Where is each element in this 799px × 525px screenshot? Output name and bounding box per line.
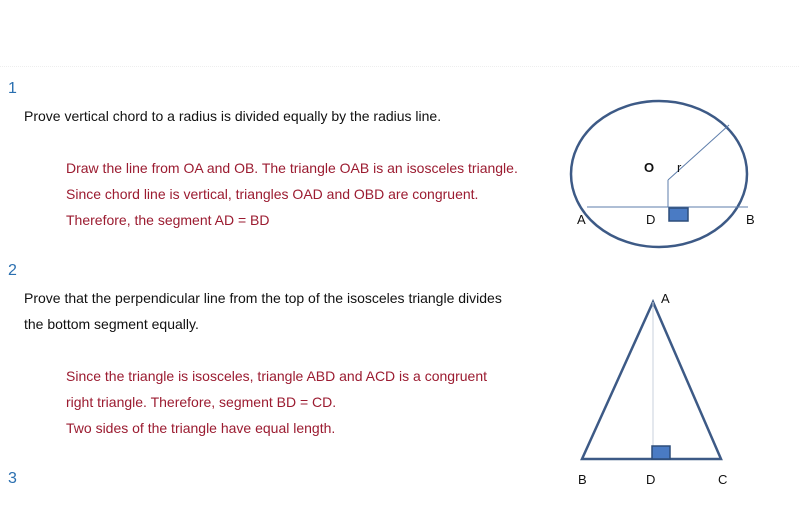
answer-line: Since the triangle is isosceles, triangle ABD and ACD is a congruent — [66, 368, 488, 384]
top-divider — [0, 66, 799, 68]
answer-line: Therefore, the segment AD = BD — [66, 212, 270, 228]
problem-number-2: 2 — [8, 262, 17, 279]
question-line: Prove that the perpendicular line from the top of the isosceles triangle divides — [24, 290, 502, 306]
answer-line: Draw the line from OA and OB. The triangle OAB is an isosceles triangle. — [66, 160, 518, 176]
problem-1-question — [24, 103, 441, 129]
question-line: Prove vertical chord to a radius is divided equally by the radius line. — [24, 108, 442, 124]
answer-line: Two sides of the triangle have equal length. — [66, 420, 336, 436]
triangle-outline — [582, 302, 721, 459]
problem-1-answer — [66, 155, 518, 233]
problem-2-question — [24, 285, 502, 337]
problem-2-answer — [66, 363, 487, 441]
label-point-d: D — [646, 472, 656, 487]
label-radius-r: r — [677, 160, 682, 175]
label-apex-a: A — [661, 291, 670, 306]
label-center-o: O — [644, 160, 655, 175]
label-point-d: D — [646, 212, 656, 227]
answer-line: right triangle. Therefore, segment BD = CD. — [66, 394, 337, 410]
label-point-b: B — [578, 472, 587, 487]
right-angle-marker — [652, 446, 670, 459]
question-line: the bottom segment equally. — [24, 316, 199, 332]
problem-number-1: 1 — [8, 80, 17, 97]
circle-chord-figure — [560, 90, 780, 260]
label-point-c: C — [718, 472, 728, 487]
label-point-a: A — [577, 212, 586, 227]
problem-number-3: 3 — [8, 470, 17, 487]
circle-outline — [571, 101, 747, 247]
label-point-b: B — [746, 212, 755, 227]
right-angle-marker — [669, 208, 688, 221]
answer-line: Since chord line is vertical, triangles OAD and OBD are congruent. — [66, 186, 479, 202]
isosceles-triangle-figure — [570, 285, 740, 495]
